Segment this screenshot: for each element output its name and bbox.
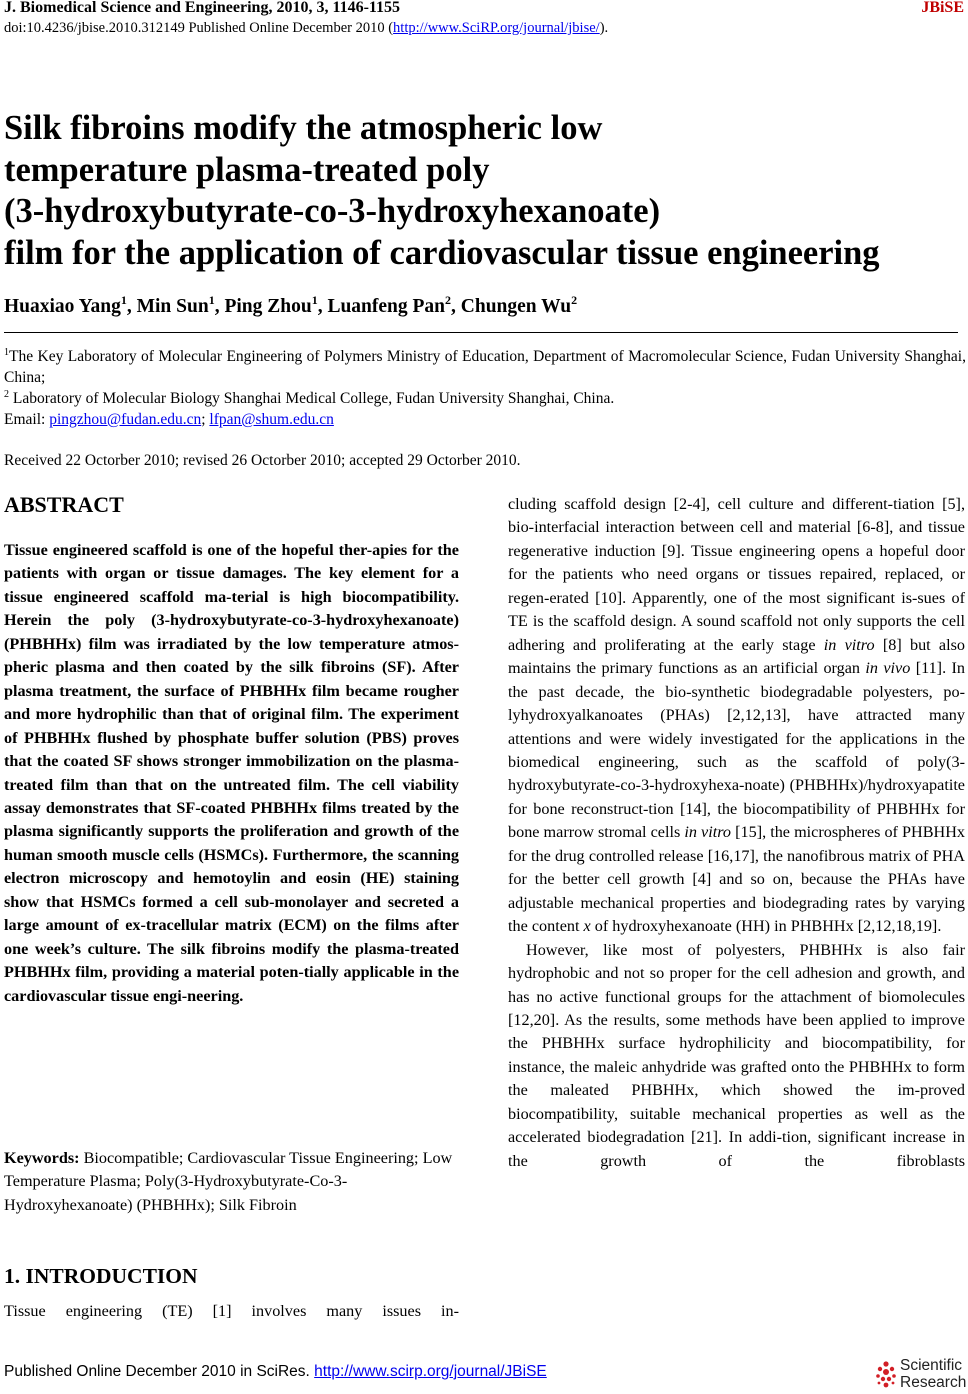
paragraph-run: [11]. In the past decade, the bio-synthetic biodegradable polyesters, po-lyhydroxyalkanoates (PHAs) [2,12,13], have attracted many attentions and were widely investigated for the applications in the biomedical engineering, such as the scaffold of poly(3-hydroxybutyrate-co-3-hydroxyhexa-noate) (PHBHHx)/hydroxyapatite for bone reconstruct-tion [14], the biocompatibility of PHBHHx for bone marrow stromal cells — [508, 659, 965, 842]
abstract-heading: ABSTRACT — [4, 492, 124, 517]
keywords-text: Biocompatible; Cardiovascular Tissue Engineering; Low Temperature Plasma; Poly(3-Hydroxybutyrate-Co-3-Hydroxyhexanoate) (PHBHHx); Silk Fibroin — [4, 1149, 453, 1214]
paper-title — [4, 108, 964, 274]
author-name: Huaxiao Yang — [4, 296, 121, 317]
doi-text: doi:10.4236/jbise.2010.312149 Published Online December 2010 ( — [4, 20, 394, 36]
logo-dot — [887, 1377, 891, 1381]
introduction-paragraph-1 — [508, 493, 965, 939]
author-affiliation-mark: 2 — [571, 293, 578, 307]
logo-dot — [878, 1367, 882, 1371]
author-affiliation-mark: 1 — [120, 293, 127, 307]
publisher-logo-text — [900, 1357, 966, 1391]
logo-dot — [881, 1377, 885, 1381]
affiliation-1 — [4, 346, 966, 388]
title-divider — [4, 332, 958, 333]
logo-dot — [892, 1382, 895, 1385]
author-name: Min Sun — [136, 296, 209, 317]
author-name: Chungen Wu — [460, 296, 572, 317]
logo-dot — [878, 1382, 881, 1385]
introduction-heading: 1. INTRODUCTION — [4, 1264, 198, 1288]
email-label: Email: — [4, 411, 50, 428]
introduction-paragraph-2: However, like most of polyesters, PHBHHx is also fair hydrophobic and not so proper for the cell adhesion and growth, and has no active functional groups for the attachment of biomolecules [12,20]. As the results, some methods have been applied to improve the PHBHHx surface hydrophilicity and biocompatibility, for instance, the maleic anhydride was grafted onto the PHBHHx to form the maleated PHBHHx, which showed the im-proved biocompatibility, suitable mechanical properties as well as the accelerated biodegradation [21]. In addi-tion, significant increase in the growth of the fibroblasts — [508, 940, 965, 1170]
logo-dot — [890, 1367, 894, 1371]
logo-dot — [876, 1374, 880, 1378]
author-affiliation-mark: 1 — [311, 293, 318, 307]
abstract-text: Tissue engineered scaffold is one of the hopeful ther-apies for the patients with organ or tissue damages. The key element for a tissue engineered scaffold ma-terial is high biocompatibility. Herein the poly (3-hydroxybutyrate-co-3-hydroxyhexanoate) (PHBHHx) film was irradiated by the low temperature atmos-pheric plasma and then coated by the silk fibroins (SF). After plasma treatment, the surface of PHBHHx film became rougher and more hydrophilic than that of original film. The experiment of PHBHHx flushed by phosphate buffer solution (PBS) proves that the coated SF shows stronger immobilization on the plasma-treated film than that on the untreated film. The cell viability assay demonstrates that SF-coated PHBHHx films treated by the plasma significantly supports the proliferation and growth of the human smooth muscle cells (HSMCs). Furthermore, the scanning electron microscopy and hemotoylin and eosin (HE) staining show that HSMCs formed a cell sub-monolayer and secreted a large amount of ex-tracellular matrix (ECM) on the films after one week’s culture. The silk fibroins modify the plasma-treated PHBHHx film, providing a material poten-tially applicable in the cardiovascular tissue engi-neering. — [4, 541, 459, 1005]
author-separator: , — [317, 296, 328, 317]
email-link-2[interactable]: lfpan@shum.edu.cn — [209, 411, 334, 428]
italic-term: in vitro — [684, 823, 732, 842]
footer-publication-line — [4, 1363, 547, 1381]
italic-term: x — [583, 917, 591, 936]
received-dates: Received 22 Octorber 2010; revised 26 Octorber 2010; accepted 29 Octorber 2010. — [4, 452, 521, 469]
affiliation-text: Laboratory of Molecular Biology Shanghai Medical College, Fudan University Shanghai, China. — [9, 390, 615, 407]
italic-term: in vitro — [823, 635, 875, 654]
author-list — [4, 293, 578, 318]
logo-line: Research — [900, 1374, 967, 1391]
journal-citation: J. Biomedical Science and Engineering, 2010, 3, 1146-1155 — [4, 0, 401, 16]
logo-dot — [883, 1361, 888, 1366]
logo-dot — [883, 1369, 889, 1375]
email-separator: ; — [201, 411, 210, 428]
paragraph-run: [15], the microspheres of PHBHHx for the drug controlled release [16,17], the nanofibrous matrix of PHA for the better cell growth [4] and so on, because the PHAs have adjustable mechanical properties and biodegrading rates by varying the content — [508, 823, 965, 936]
author-affiliation-mark: 2 — [445, 293, 452, 307]
email-link-1[interactable]: pingzhou@fudan.edu.cn — [49, 411, 202, 428]
italic-term: in vivo — [865, 659, 911, 678]
logo-line: Scientific — [900, 1357, 963, 1374]
email-line — [4, 409, 966, 430]
doi-suffix: ). — [599, 20, 609, 36]
publisher-logo — [874, 1356, 966, 1394]
scientific-research-logo-icon — [874, 1360, 898, 1390]
doi-line — [4, 20, 608, 37]
author-separator: , — [214, 296, 225, 317]
journal-abbreviation: JBiSE — [921, 0, 964, 16]
affiliation-2 — [4, 388, 966, 409]
footer-text: Published Online December 2010 in SciRes. — [4, 1363, 315, 1380]
author-separator: , — [126, 296, 137, 317]
title-line: (3-hydroxybutyrate-co-3-hydroxyhexanoate) — [4, 192, 661, 230]
logo-dot — [892, 1374, 896, 1378]
author-separator: , — [451, 296, 461, 317]
journal-url-link[interactable]: http://www.SciRP.org/journal/jbise/ — [393, 20, 600, 36]
footer-journal-link[interactable]: http://www.scirp.org/journal/JBiSE — [314, 1363, 547, 1380]
title-line: Silk fibroins modify the atmospheric low — [4, 109, 603, 147]
affiliation-mark: 2 — [4, 389, 9, 400]
title-line: temperature plasma-treated poly — [4, 150, 490, 189]
author-affiliation-mark: 1 — [208, 293, 215, 307]
author-name: Luanfeng Pan — [327, 296, 446, 317]
abstract-body — [4, 539, 459, 1008]
affiliation-text: The Key Laboratory of Molecular Engineering of Polymers Ministry of Education, Department of Macromolecular Science, Fudan University Shanghai, China; — [4, 348, 966, 386]
title-line: film for the application of cardiovascular tissue engineering — [4, 233, 880, 272]
logo-dot — [884, 1383, 889, 1388]
introduction-right-column — [508, 493, 965, 1173]
paragraph-run: [8] but also maintains the primary functions as an artificial organ — [508, 635, 965, 678]
keywords-label: Keywords: — [4, 1149, 80, 1167]
paragraph-run: of hydroxyhexanoate (HH) in PHBHHx [2,12,18,19]. — [590, 917, 942, 936]
keywords-block — [4, 1147, 459, 1217]
introduction-paragraph-start: Tissue engineering (TE) [1] involves many issues in- — [4, 1302, 459, 1320]
introduction-left-text — [4, 1300, 459, 1323]
author-name: Ping Zhou — [224, 296, 312, 317]
affiliation-mark: 1 — [4, 347, 9, 358]
paragraph-run: cluding scaffold design [2-4], cell culture and different-tiation [5], bio-interfacial interaction between cell and material [6-8], and tissue regenerative induction [9]. Tissue engineering opens a hopeful door for the patients who need organs or tissues repaired, replaced, or regen-erated [10]. Apparently, one of the most significant is-sues of TE is the scaffold design. A sound scaffold not only supports the cell adhering and proliferating at the early stage — [508, 495, 965, 654]
